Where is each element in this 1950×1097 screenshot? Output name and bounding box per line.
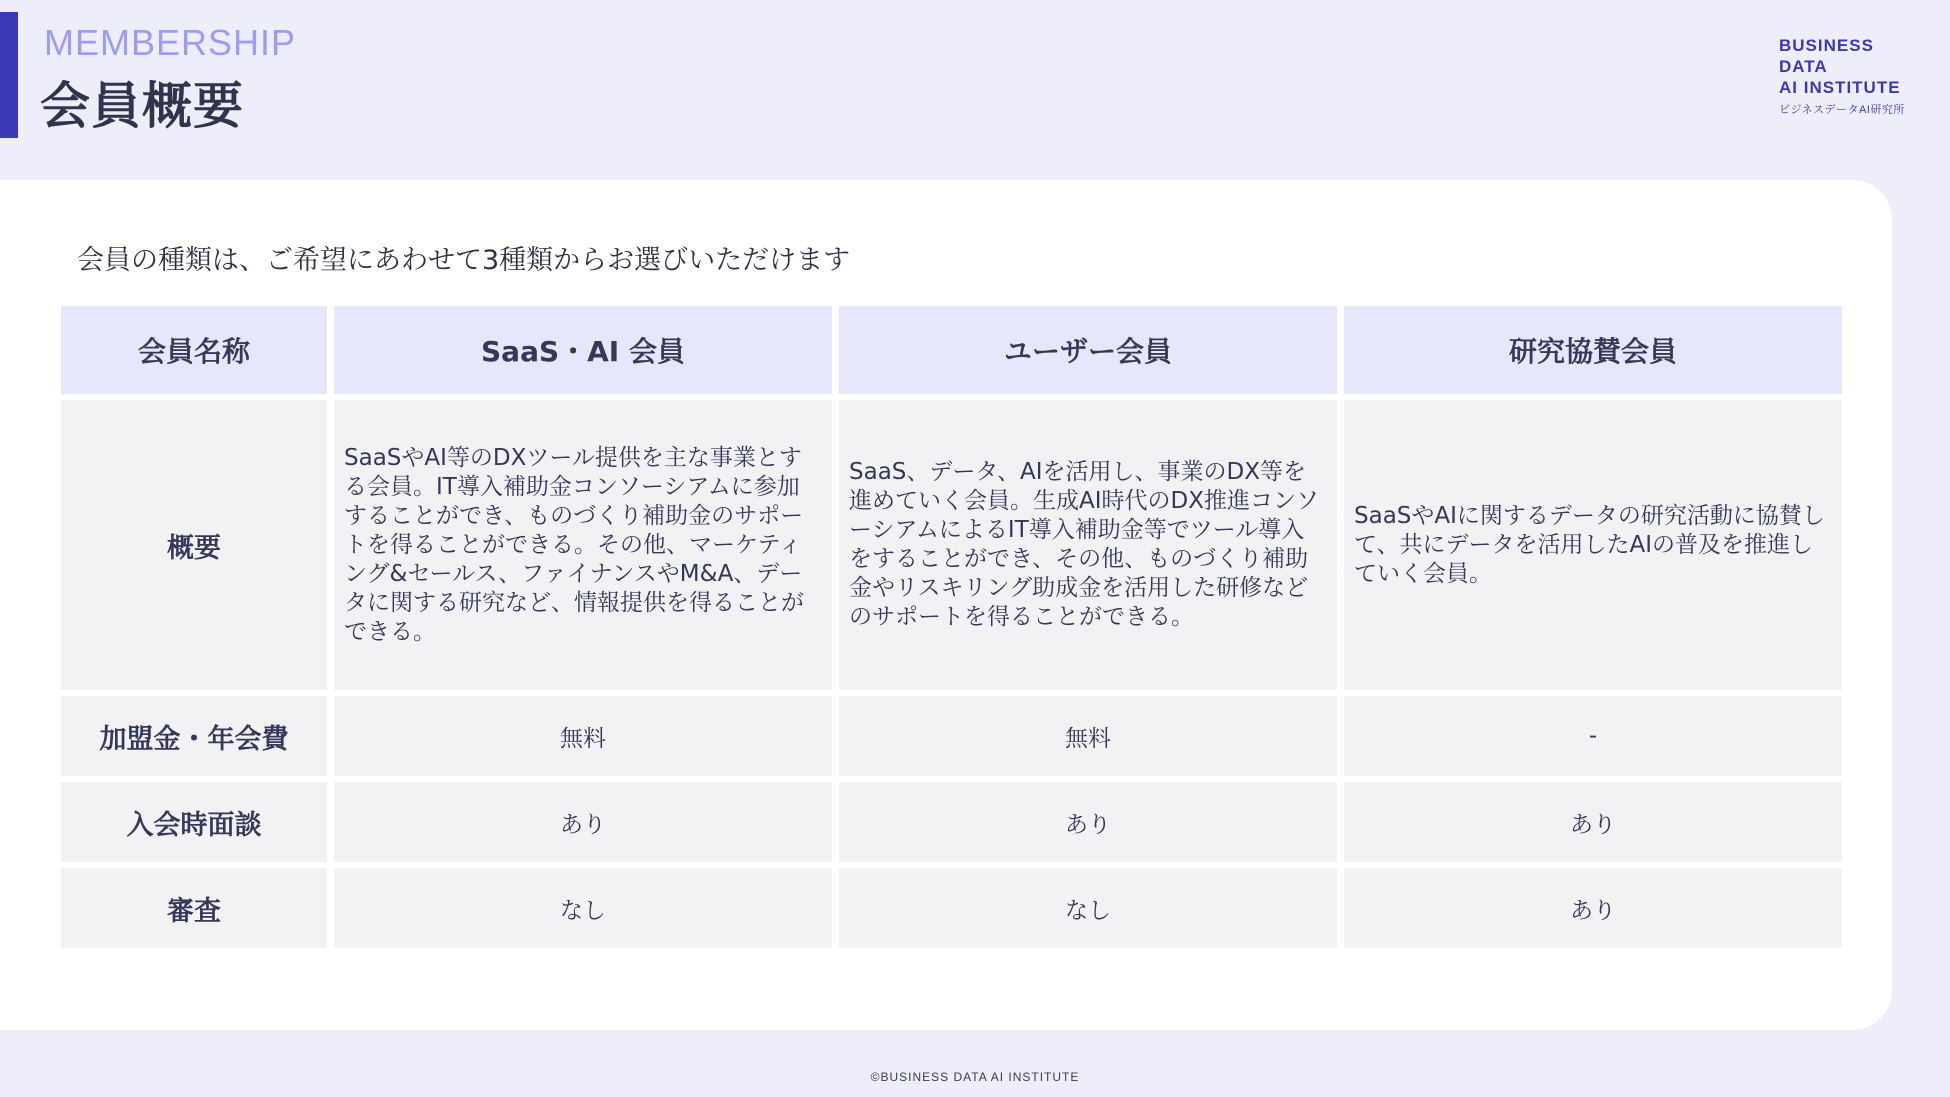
intro-text: 会員の種類は、ご希望にあわせて3種類からお選びいただけます [77, 245, 851, 276]
table-header-cell: ユーザー会員 [839, 306, 1337, 394]
membership-table [61, 306, 1840, 948]
accent-bar [0, 12, 18, 138]
brand-logo [1779, 35, 1939, 117]
row-label-overview: 概要 [61, 400, 327, 690]
table-cell-screening: あり [1344, 868, 1842, 948]
section-eyebrow: MEMBERSHIP [44, 22, 297, 63]
table-cell-screening: なし [334, 868, 832, 948]
logo-subtitle: ビジネスデータAI研究所 [1779, 104, 1905, 116]
logo-line-3: AI INSTITUTE [1779, 78, 1901, 97]
logo-line-2: DATA [1779, 57, 1828, 76]
table-cell-fee: 無料 [839, 696, 1337, 776]
copyright-footer: ©BUSINESS DATA AI INSTITUTE [870, 1070, 1080, 1084]
row-label-screening: 審査 [61, 868, 327, 948]
table-header-cell: 研究協賛会員 [1344, 306, 1842, 394]
page-title: 会員概要 [40, 77, 244, 135]
table-cell-screening: なし [839, 868, 1337, 948]
table-cell-overview [1344, 400, 1842, 690]
row-label-interview: 入会時面談 [61, 782, 327, 862]
table-cell-fee: 無料 [334, 696, 832, 776]
logo-line-1: BUSINESS [1779, 36, 1874, 55]
table-cell-interview: あり [839, 782, 1337, 862]
table-cell-interview: あり [1344, 782, 1842, 862]
table-cell-overview [334, 400, 832, 690]
table-header-cell: 会員名称 [61, 306, 327, 394]
overview-text: SaaS、データ、AIを活用し、事業のDX等を進めていく会員。生成AI時代のDX推進コンソーシアムによるIT導入補助金等でツール導入をすることができ、その他、ものづくり補助金やリスキリング助成金を活用した研修などのサポートを得ることができる。 [849, 459, 1319, 630]
row-label-fee: 加盟金・年会費 [61, 696, 327, 776]
table-header-cell: SaaS・AI 会員 [334, 306, 832, 394]
overview-text: SaaSやAIに関するデータの研究活動に協賛して、共にデータを活用したAIの普及を推進していく会員。 [1354, 502, 1825, 587]
overview-text: SaaSやAI等のDXツール提供を主な事業とする会員。IT導入補助金コンソーシアムに参加することができ、ものづくり補助金のサポートを得ることができる。その他、マーケティング&セールス、ファイナンスやM&A、データに関する研究など、情報提供を得ることができる。 [344, 444, 804, 645]
table-cell-overview [839, 400, 1337, 690]
table-cell-fee: - [1344, 696, 1842, 776]
table-cell-interview: あり [334, 782, 832, 862]
